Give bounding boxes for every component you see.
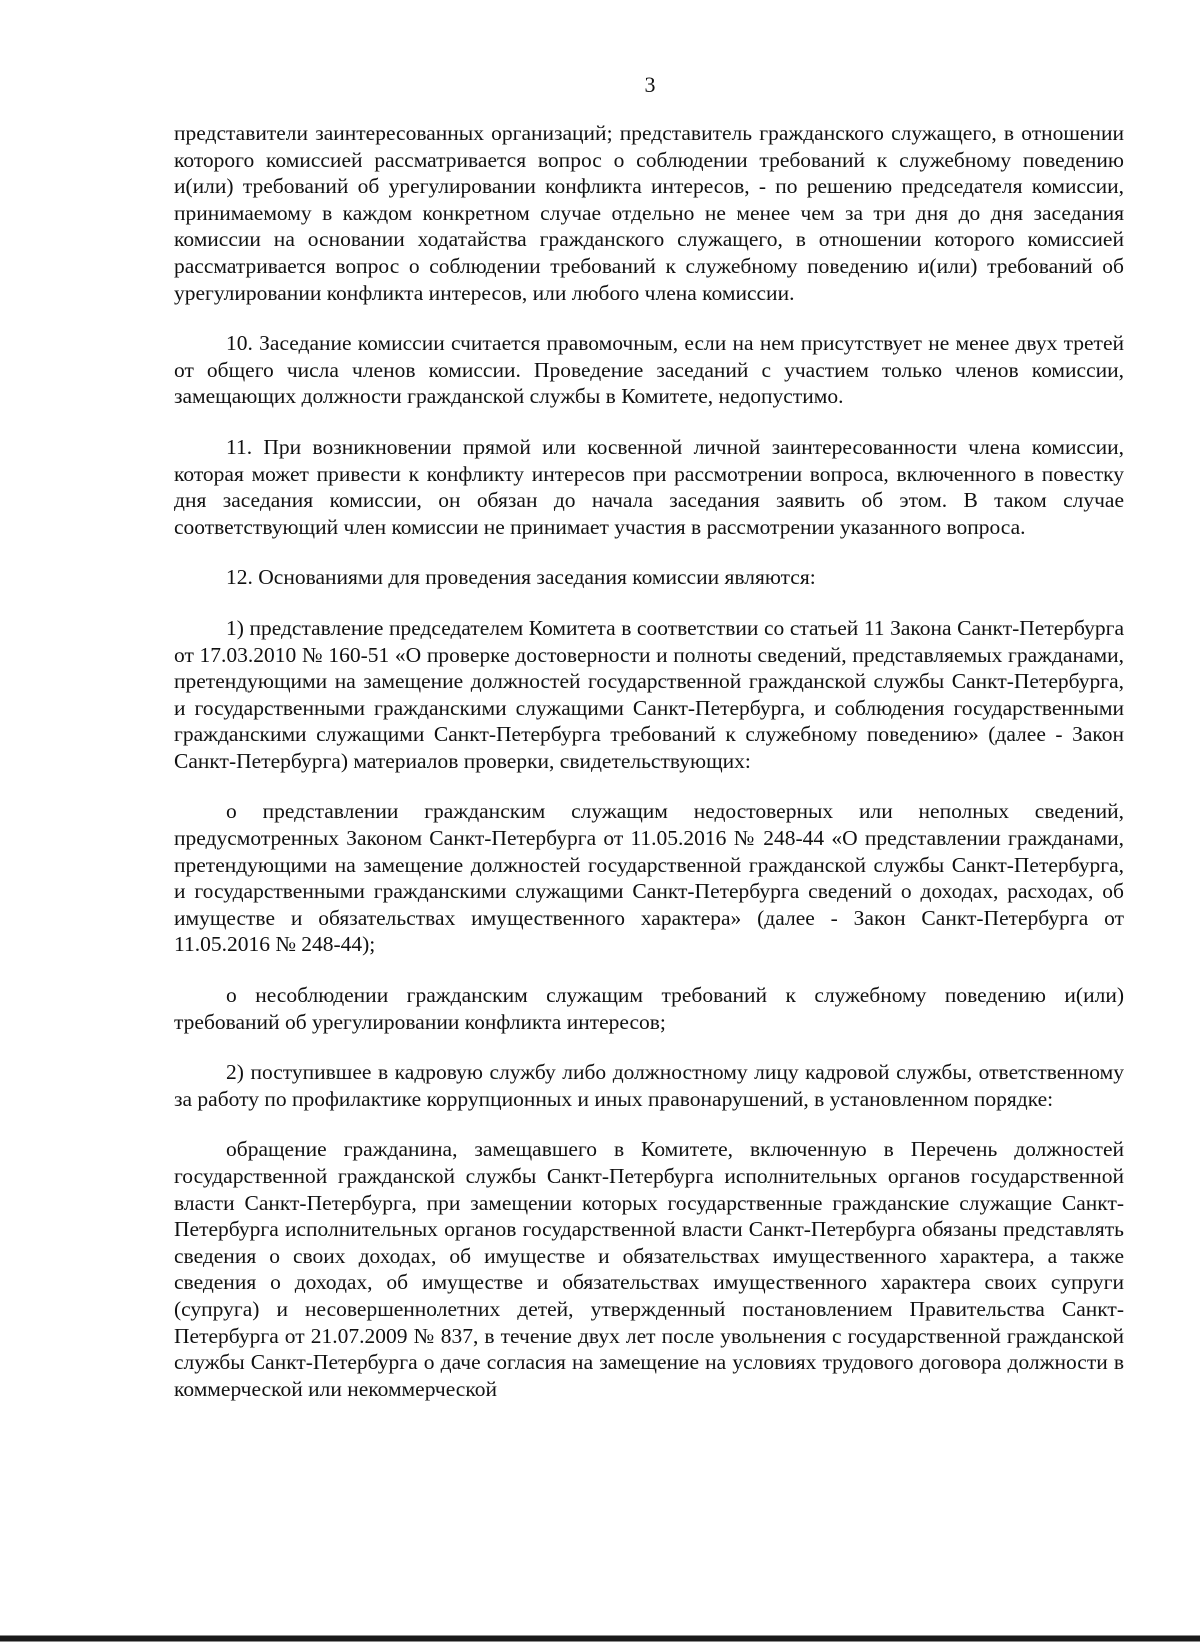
paragraph-subitem-2-a: обращение гражданина, замещавшего в Комитете, включенную в Перечень должностей государственной гражданской службы Санкт-Петербурга исполнительных органов государственной власти Санкт-Петербурга, при замещении которых государственные гражданские служащие Санкт-Петербурга исполнительных органов государственной власти Санкт-Петербурга обязаны представлять сведения о своих доходах, об имуществе и обязательствах имущественного характера, а также сведения о доходах, об имуществе и обязательствах имущественного характера своих супруги (супруга) и несовершеннолетних детей, утвержденный постановлением Правительства Санкт-Петербурга от 21.07.2009 № 837, в течение двух лет после увольнения с государственной гражданской службы Санкт-Петербурга о даче согласия на замещение на условиях трудового договора должности в коммерческой или некоммерческой: [174, 1137, 1124, 1401]
paragraph-item-10: 10. Заседание комиссии считается правомочным, если на нем присутствует не менее двух третей от общего числа членов комиссии. Проведение заседаний с участием только членов комиссии, замещающих должности гражданской службы в Комитете, недопустимо.: [174, 331, 1124, 409]
paragraph-subitem-2: 2) поступившее в кадровую службу либо должностному лицу кадровой службы, ответственному за работу по профилактике коррупционных и иных правонарушений, в установленном порядке:: [174, 1060, 1124, 1111]
paragraph-subitem-1: 1) представление председателем Комитета в соответствии со статьей 11 Закона Санкт-Петербурга от 17.03.2010 № 160-51 «О проверке достоверности и полноты сведений, представляемых гражданами, претендующими на замещение должностей государственной гражданской службы Санкт-Петербурга, и государственными гражданскими служащими Санкт-Петербурга, и соблюдения государственными гражданскими служащими Санкт-Петербурга требований к служебному поведению» (далее - Закон Санкт-Петербурга) материалов проверки, свидетельствующих:: [174, 615, 1124, 773]
page-number: 3: [644, 72, 656, 97]
scan-edge-rule: [0, 1633, 1200, 1643]
document-body: [174, 120, 1124, 1402]
paragraph-subitem-1-b: о несоблюдении гражданским служащим требований к служебному поведению и(или) требований об урегулировании конфликта интересов;: [174, 983, 1124, 1034]
paragraph-item-11: 11. При возникновении прямой или косвенной личной заинтересованности члена комиссии, которая может привести к конфликту интересов при рассмотрении вопроса, включенного в повестку дня заседания комиссии, он обязан до начала заседания заявить об этом. В таком случае соответствующий член комиссии не принимает участия в рассмотрении указанного вопроса.: [174, 434, 1124, 539]
paragraph-subitem-1-a: о представлении гражданским служащим недостоверных или неполных сведений, предусмотренных Законом Санкт-Петербурга от 11.05.2016 № 248-44 «О представлении гражданами, претендующими на замещение должностей государственной гражданской службы Санкт-Петербурга, и государственными гражданскими служащими Санкт-Петербурга сведений о доходах, расходах, об имуществе и обязательствах имущественного характера» (далее - Закон Санкт-Петербурга от 11.05.2016 № 248-44);: [174, 799, 1124, 957]
paragraph-item-12: 12. Основаниями для проведения заседания комиссии являются:: [226, 565, 816, 590]
paragraph-continuation: представители заинтересованных организаций; представитель гражданского служащего, в отношении которого комиссией рассматривается вопрос о соблюдении требований к служебному поведению и(или) требований об урегулировании конфликта интересов, - по решению председателя комиссии, принимаемому в каждом конкретном случае отдельно не менее чем за три дня до дня заседания комиссии на основании ходатайства гражданского служащего, в отношении которого комиссией рассматривается вопрос о соблюдении требований к служебному поведению и(или) требований об урегулировании конфликта интересов, или любого члена комиссии.: [174, 121, 1124, 305]
